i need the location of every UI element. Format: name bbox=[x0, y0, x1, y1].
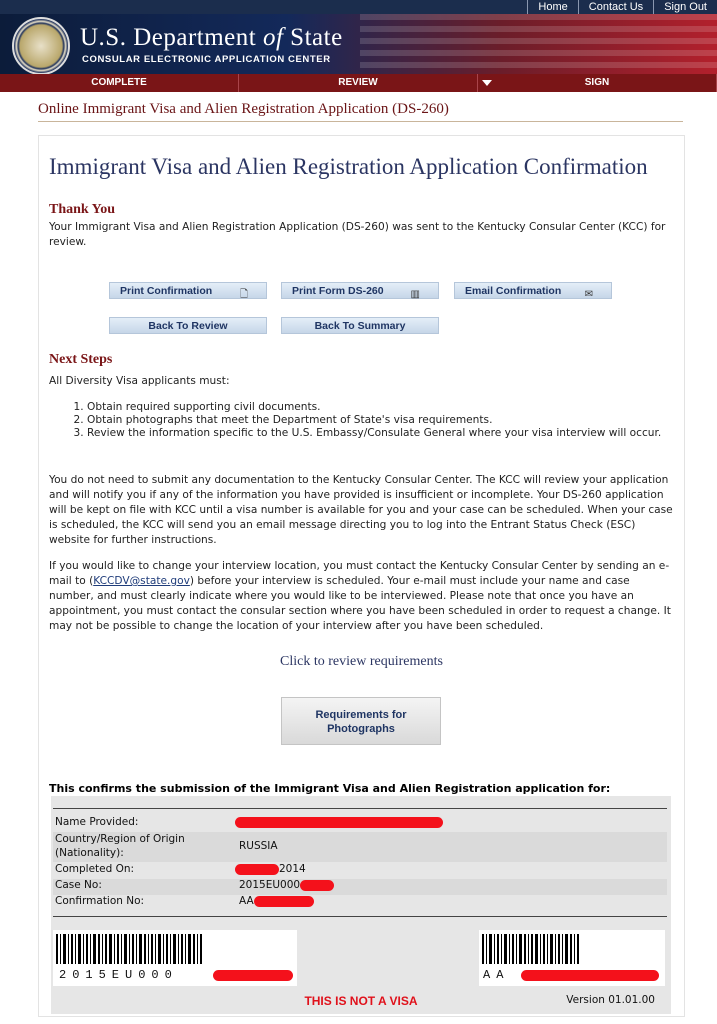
panel-divider bbox=[53, 808, 667, 809]
confirmation-content bbox=[38, 135, 685, 1017]
list-item: 3. Review the information specific to the U.S. Embassy/Consulate General where your visa interview will occur. bbox=[87, 427, 677, 440]
redaction-mark bbox=[521, 970, 659, 981]
table-row bbox=[53, 879, 667, 895]
detail-value: 2015EU000 bbox=[239, 879, 334, 891]
version-label: Version 01.01.00 bbox=[566, 994, 655, 1006]
title-divider bbox=[38, 121, 683, 122]
kcc-email-link[interactable]: KCCDV@state.gov bbox=[93, 575, 190, 587]
nav-review[interactable]: REVIEW bbox=[239, 74, 478, 92]
detail-value: AA bbox=[239, 895, 314, 907]
detail-label: Name Provided: bbox=[55, 816, 139, 828]
header-banner bbox=[0, 14, 717, 74]
contact-us-link[interactable]: Contact Us bbox=[578, 0, 653, 14]
print-form-button[interactable]: Print Form DS-260 ▥ bbox=[281, 282, 439, 299]
detail-label: Country/Region of Origin (Nationality): bbox=[55, 833, 185, 859]
document-icon: 🗋 bbox=[239, 289, 248, 300]
state-seal-icon bbox=[12, 17, 70, 74]
not-a-visa-notice: THIS IS NOT A VISA bbox=[304, 994, 418, 1008]
home-link[interactable]: Home bbox=[527, 0, 577, 14]
detail-value bbox=[239, 816, 443, 828]
current-step-arrow-icon bbox=[482, 80, 492, 86]
barcode-case-number bbox=[53, 930, 297, 986]
progress-nav bbox=[0, 74, 717, 92]
print-confirmation-button[interactable]: Print Confirmation 🗋 bbox=[109, 282, 267, 299]
table-row bbox=[53, 816, 667, 831]
interview-location-paragraph: If you would like to change your interview location, you must contact the Kentucky Consular Center by sending an e-mail to (KCCDV@state.gov) before your interview is scheduled. Your e-mail must include your name and case number, and must clearly indicate where you would like to be interviewed. Please note that once you have an appointment, you must contact the consular section where you have been scheduled in order to request a change. It may not be possible to change the location of your interview after you have been scheduled. bbox=[49, 560, 671, 632]
detail-value: RUSSIA bbox=[239, 840, 278, 852]
top-bar bbox=[0, 0, 717, 14]
pages-icon: ▥ bbox=[410, 289, 420, 300]
barcode-number: AA bbox=[483, 968, 510, 982]
page-title: Immigrant Visa and Alien Registration Application Confirmation bbox=[49, 154, 648, 179]
redaction-mark bbox=[213, 970, 293, 981]
review-requirements-link[interactable]: Click to review requirements bbox=[280, 654, 443, 669]
department-subtitle: CONSULAR ELECTRONIC APPLICATION CENTER bbox=[82, 54, 331, 65]
email-confirmation-button[interactable]: Email Confirmation ✉ bbox=[454, 282, 612, 299]
top-links bbox=[527, 0, 717, 14]
thank-you-text: Your Immigrant Visa and Alien Registration Application (DS-260) was sent to the Kentucky Consular Center (KCC) for review. bbox=[49, 221, 666, 248]
flag-stripes bbox=[360, 14, 717, 74]
table-row bbox=[53, 832, 667, 862]
kcc-paragraph: You do not need to submit any documentation to the Kentucky Consular Center. The KCC will review your application and will notify you if any of the information you have provided is insufficient or incomplete. Your DS-260 application will be kept on file with KCC until a visa number is available for you and your case can be scheduled. When your case is scheduled, the KCC will send you an email message directing you to log into the Entrant Status Check (ESC) website for further instructions. bbox=[49, 474, 673, 546]
table-row bbox=[53, 863, 667, 879]
department-title: U.S. Department of State bbox=[80, 24, 343, 51]
application-title: Online Immigrant Visa and Alien Registration Application (DS-260) bbox=[38, 101, 449, 117]
detail-label: Completed On: bbox=[55, 863, 135, 875]
applicant-details-panel bbox=[51, 796, 671, 1014]
barcode-bars-icon bbox=[56, 934, 216, 964]
barcode-bars-icon bbox=[482, 934, 582, 964]
sign-out-link[interactable]: Sign Out bbox=[653, 0, 717, 14]
back-to-review-button[interactable]: Back To Review bbox=[109, 317, 267, 334]
requirements-photographs-button[interactable]: Requirements for Photographs bbox=[281, 697, 441, 745]
thank-you-heading: Thank You bbox=[49, 202, 116, 217]
redaction-mark bbox=[235, 864, 279, 875]
panel-divider bbox=[53, 916, 667, 917]
back-to-summary-button[interactable]: Back To Summary bbox=[281, 317, 439, 334]
redaction-mark bbox=[254, 896, 314, 907]
barcode-confirmation-number bbox=[479, 930, 665, 986]
next-steps-intro: All Diversity Visa applicants must: bbox=[49, 375, 230, 387]
list-item: 1. Obtain required supporting civil documents. bbox=[87, 401, 677, 414]
nav-sign[interactable]: SIGN bbox=[478, 74, 717, 92]
redaction-mark bbox=[300, 880, 334, 891]
barcode-number: 2015EU000 bbox=[59, 968, 178, 982]
detail-label: Case No: bbox=[55, 879, 102, 891]
envelope-icon: ✉ bbox=[584, 289, 593, 300]
next-steps-heading: Next Steps bbox=[49, 352, 113, 367]
next-steps-list bbox=[49, 401, 677, 440]
table-row bbox=[53, 895, 667, 911]
list-item: 2. Obtain photographs that meet the Department of State's visa requirements. bbox=[87, 414, 677, 427]
detail-label: Confirmation No: bbox=[55, 895, 145, 907]
nav-complete[interactable]: COMPLETE bbox=[0, 74, 239, 92]
redaction-mark bbox=[235, 817, 443, 828]
confirmation-heading: This confirms the submission of the Immigrant Visa and Alien Registration application for: bbox=[49, 782, 611, 795]
detail-value: 2014 bbox=[239, 863, 306, 875]
